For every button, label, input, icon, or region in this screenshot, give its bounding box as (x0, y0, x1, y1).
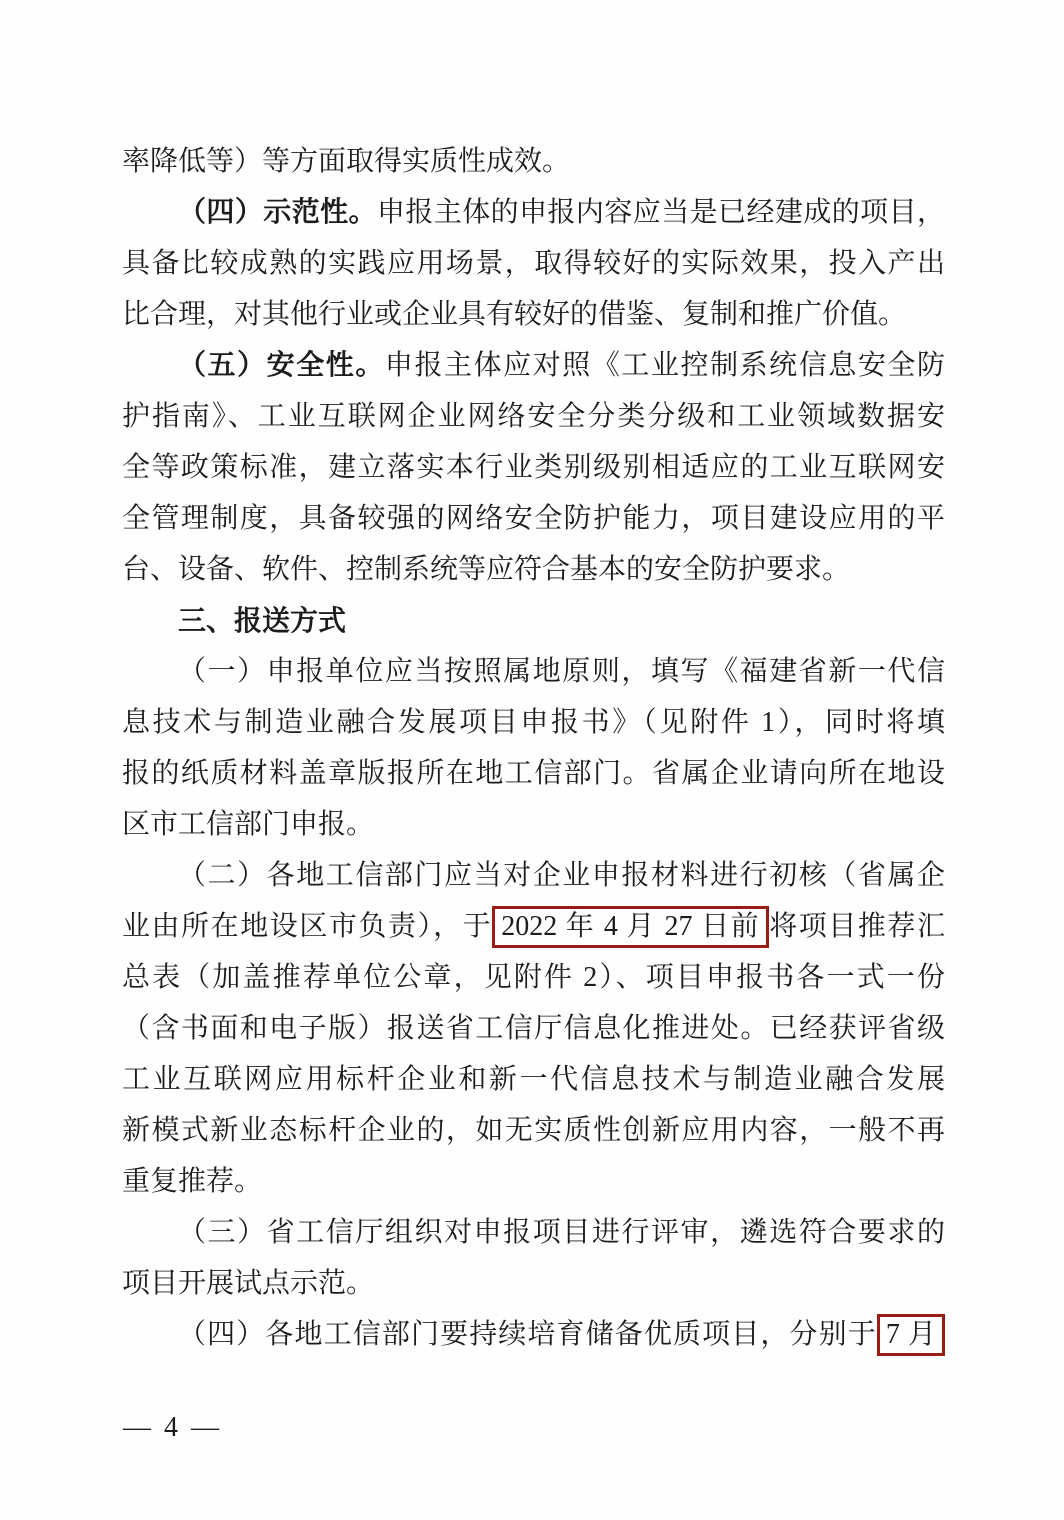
body-text: 工业互联网应用标杆企业和新一代信息技术与制造业融合发展 (122, 1064, 945, 1095)
body-text: （三）省工信厅组织对申报项目进行评审，遴选符合要求的 (178, 1217, 945, 1248)
text-line (122, 136, 945, 187)
text-line (122, 748, 945, 799)
text-line (122, 493, 945, 544)
text-line (122, 1309, 945, 1360)
body-text: 护指南》、工业互联网企业网络安全分类分级和工业领域数据安 (122, 401, 945, 432)
text-line (122, 1054, 945, 1105)
emphasis-text: （五）安全性。 (178, 350, 385, 381)
body-text: 申报主体应对照《工业控制系统信息安全防 (384, 350, 945, 381)
text-line (122, 901, 945, 952)
section-heading (122, 595, 945, 646)
text-line (122, 544, 945, 595)
body-text: （含书面和电子版）报送省工信厅信息化推进处。已经获评省级 (122, 1013, 945, 1044)
body-text: 台、设备、软件、控制系统等应符合基本的安全防护要求。 (122, 554, 851, 585)
text-line (122, 289, 945, 340)
body-text: 总表（加盖推荐单位公章，见附件 2）、项目申报书各一式一份 (122, 962, 945, 993)
page-number: — 4 — (123, 1412, 222, 1443)
body-text: 具备比较成熟的实践应用场景，取得较好的实际效果，投入产出 (122, 248, 945, 279)
body-text: 重复推荐。 (122, 1166, 263, 1197)
body-text: （一）申报单位应当按照属地原则，填写《福建省新一代信 (178, 656, 945, 687)
body-text: （四）各地工信部门要持续培育储备优质项目，分别于 (178, 1319, 877, 1350)
body-text: 报的纸质材料盖章版报所在地工信部门。省属企业请向所在地设 (122, 758, 945, 789)
text-line (122, 1207, 945, 1258)
emphasis-text: 三、报送方式 (178, 605, 347, 636)
text-line (122, 697, 945, 748)
text-line (122, 187, 945, 238)
document-body (122, 136, 945, 1360)
text-line (122, 646, 945, 697)
text-line (122, 1258, 945, 1309)
body-text: 申报主体的申报内容应当是已经建成的项目， (376, 197, 945, 228)
text-line (122, 1105, 945, 1156)
text-line (122, 442, 945, 493)
emphasis-text: （四）示范性。 (178, 197, 377, 228)
body-text: （二）各地工信部门应当对企业申报材料进行初核（省属企 (178, 860, 945, 891)
body-text: 新模式新业态标杆企业的，如无实质性创新应用内容，一般不再 (122, 1115, 945, 1146)
text-line (122, 340, 945, 391)
body-text: 息技术与制造业融合发展项目申报书》（见附件 1），同时将填 (122, 707, 945, 738)
body-text: 业由所在地设区市负责），于 (122, 911, 493, 942)
text-line (122, 850, 945, 901)
text-line (122, 391, 945, 442)
highlight-box: 7 月 (877, 1314, 945, 1356)
body-text: 比合理，对其他行业或企业具有较好的借鉴、复制和推广价值。 (122, 299, 907, 330)
text-line (122, 799, 945, 850)
highlight-box: 2022 年 4 月 27 日前 (492, 906, 769, 948)
text-line (122, 1003, 945, 1054)
body-text: 全管理制度，具备较强的网络安全防护能力，项目建设应用的平 (122, 503, 945, 534)
body-text: 项目开展试点示范。 (122, 1268, 375, 1299)
body-text: 将项目推荐汇 (769, 911, 945, 942)
body-text: 全等政策标准，建立落实本行业类别级别相适应的工业互联网安 (122, 452, 945, 483)
text-line (122, 952, 945, 1003)
text-line (122, 1156, 945, 1207)
text-line (122, 238, 945, 289)
body-text: 区市工信部门申报。 (122, 809, 375, 840)
body-text: 率降低等）等方面取得实质性成效。 (122, 146, 571, 177)
